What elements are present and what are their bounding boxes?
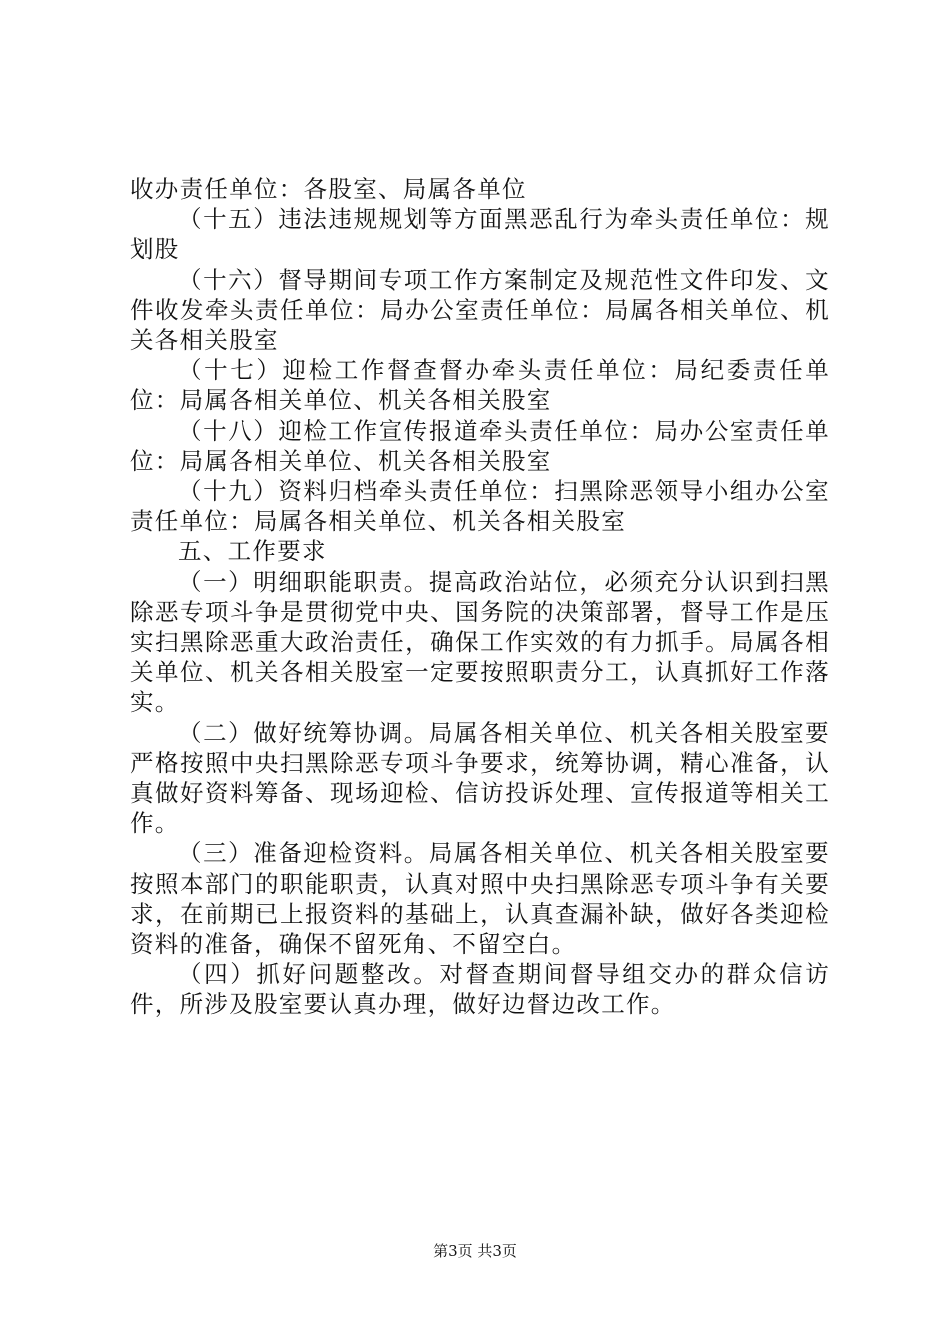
paragraph-item-15: （十五）违法违规规划等方面黑恶乱行为牵头责任单位：规划股 [130, 205, 830, 264]
paragraph-requirement-1: （一）明细职能职责。提高政治站位，必须充分认识到扫黑除恶专项斗争是贯彻党中央、国务院的决策部署，督导工作是压实扫黑除恶重大政治责任，确保工作实效的有力抓手。局属各相关单位、机关各相关股室一定要按照职责分工，认真抓好工作落实。 [130, 567, 830, 717]
paragraph-requirement-3: （三）准备迎检资料。局属各相关单位、机关各相关股室要按照本部门的职能职责，认真对照中央扫黑除恶专项斗争有关要求，在前期已上报资料的基础上，认真查漏补缺，做好各类迎检资料的准备，确保不留死角、不留空白。 [130, 839, 830, 959]
paragraph-item-16: （十六）督导期间专项工作方案制定及规范性文件印发、文件收发牵头责任单位：局办公室责任单位：局属各相关单位、机关各相关股室 [130, 265, 830, 355]
paragraph-requirement-4: （四）抓好问题整改。对督查期间督导组交办的群众信访件，所涉及股室要认真办理，做好边督边改工作。 [130, 960, 830, 1019]
paragraph-requirement-2: （二）做好统筹协调。局属各相关单位、机关各相关股室要严格按照中央扫黑除恶专项斗争要求，统筹协调，精心准备，认真做好资料筹备、现场迎检、信访投诉处理、宣传报道等相关工作。 [130, 718, 830, 838]
page-number-footer: 第3页 共3页 [433, 1242, 517, 1260]
paragraph-item-18: （十八）迎检工作宣传报道牵头责任单位：局办公室责任单位：局属各相关单位、机关各相关股室 [130, 416, 830, 475]
paragraph-continuation: 收办责任单位：各股室、局属各单位 [130, 175, 527, 203]
document-body [130, 174, 830, 1020]
paragraph-item-17: （十七）迎检工作督查督办牵头责任单位：局纪委责任单位：局属各相关单位、机关各相关股室 [130, 356, 830, 415]
paragraph-item-19: （十九）资料归档牵头责任单位：扫黑除恶领导小组办公室责任单位：局属各相关单位、机关各相关股室 [130, 477, 830, 536]
section-heading-work-requirements: 五、工作要求 [178, 537, 327, 566]
